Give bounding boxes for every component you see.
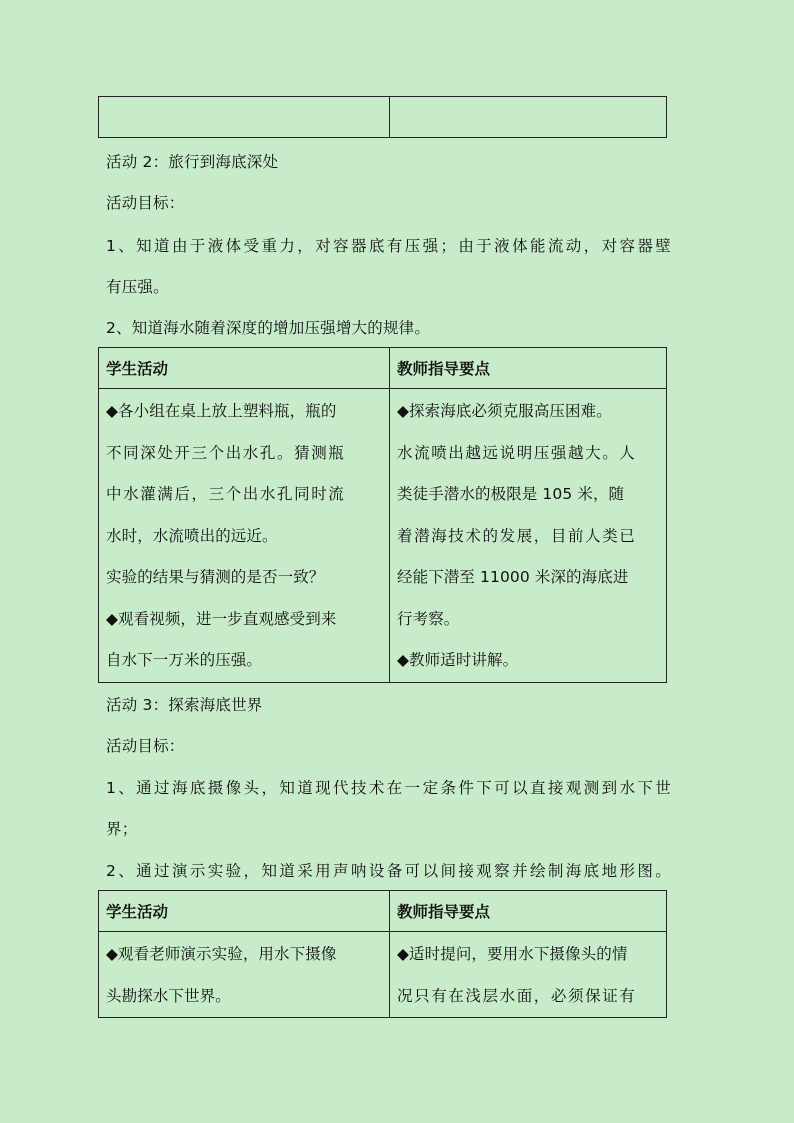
top-table-right-cell	[390, 97, 667, 138]
activity3-title: 活动 3：探索海底世界	[106, 696, 263, 714]
activity2-student-line: 实验的结果与猜测的是否一致？	[106, 568, 325, 586]
activity2-student-line: 自水下一万米的压强。	[106, 651, 263, 669]
activity3-teacher-line: ◆适时提问，要用水下摄像头的情	[397, 945, 628, 963]
activity3-header-student: 学生活动	[99, 891, 390, 932]
activity3-table	[98, 890, 667, 1018]
activity2-student-cell	[99, 389, 390, 683]
activity2-student-line: ◆观看视频，进一步直观感受到来	[106, 609, 337, 628]
activity2-teacher-line: ◆探索海底必须克服高压困难。	[397, 402, 612, 420]
activity2-teacher-line: 行考察。	[397, 609, 460, 628]
activity2-student-line: 不同深处开三个出水孔。猜测瓶	[106, 443, 346, 462]
activity2-teacher-line: ◆教师适时讲解。	[397, 651, 519, 669]
activity3-teacher-cell	[390, 932, 667, 1018]
activity2-student-line: ◆各小组在桌上放上塑料瓶，瓶的	[106, 402, 337, 420]
activity3-goal1-line1: 1、通过海底摄像头，知道现代技术在一定条件下可以直接观测到水下世	[106, 779, 674, 797]
activity2-goal1-line2: 有压强。	[106, 278, 169, 296]
activity2-header-student: 学生活动	[99, 348, 390, 389]
activity2-title: 活动 2：旅行到海底深处	[106, 153, 279, 171]
activity3-header-teacher: 教师指导要点	[390, 891, 667, 932]
activity3-goal2: 2、通过演示实验，知道采用声呐设备可以间接观察并绘制海底地形图。	[106, 862, 674, 880]
activity2-goal-label: 活动目标：	[106, 194, 185, 212]
activity2-student-line: 中水灌满后，三个出水孔同时流	[106, 485, 346, 503]
activity2-teacher-line: 类徒手潜水的极限是 105 米，随	[397, 485, 625, 503]
activity3-goal1-line2: 界；	[106, 820, 138, 838]
activity2-teacher-line: 着潜海技术的发展，目前人类已	[397, 526, 637, 545]
activity3-student-line: 头勘探水下世界。	[106, 986, 231, 1005]
activity2-table	[98, 347, 667, 683]
activity3-goal-label: 活动目标：	[106, 737, 185, 755]
activity2-header-teacher: 教师指导要点	[390, 348, 667, 389]
activity3-student-line: ◆观看老师演示实验，用水下摄像	[106, 945, 337, 963]
activity2-goal2: 2、知道海水随着深度的增加压强增大的规律。	[106, 319, 431, 337]
activity2-teacher-cell	[390, 389, 667, 683]
top-table-left-cell	[99, 97, 390, 138]
activity3-teacher-line: 况只有在浅层水面，必须保证有	[397, 986, 637, 1005]
top-table	[98, 96, 667, 138]
activity2-student-line: 水时，水流喷出的远近。	[106, 526, 278, 545]
activity3-student-cell	[99, 932, 390, 1018]
activity2-goal1-line1: 1、知道由于液体受重力，对容器底有压强；由于液体能流动，对容器壁	[106, 237, 674, 255]
activity2-teacher-line: 水流喷出越远说明压强越大。人	[397, 443, 637, 462]
activity2-teacher-line: 经能下潜至 11000 米深的海底进	[397, 568, 629, 586]
